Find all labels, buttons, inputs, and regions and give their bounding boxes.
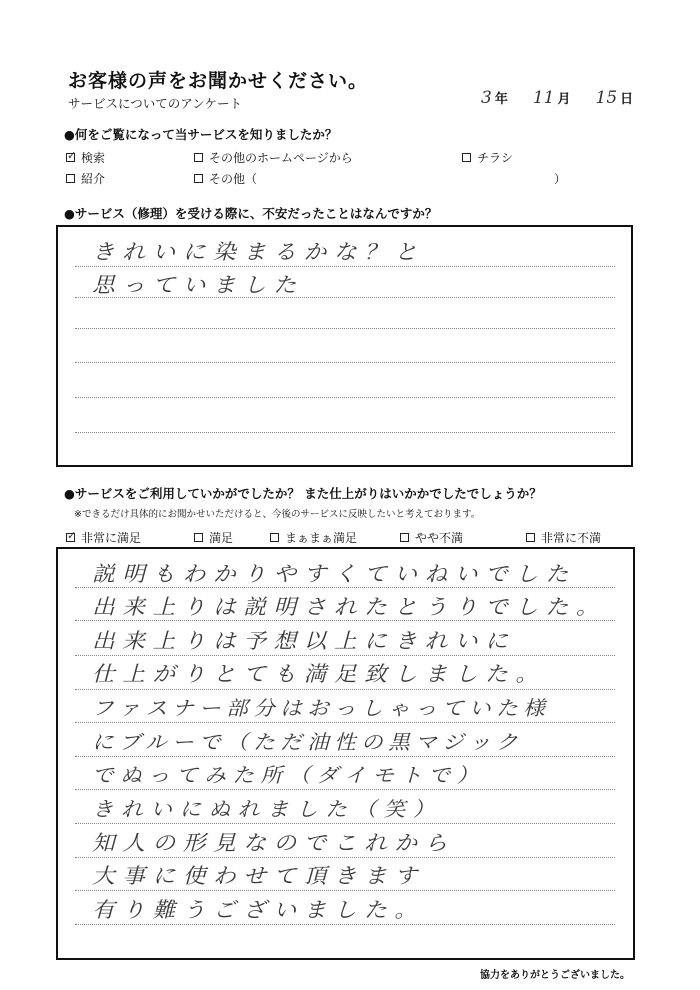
- ruled-line: [75, 890, 615, 891]
- ruled-line: [75, 789, 615, 790]
- checkbox-icon[interactable]: [462, 153, 471, 162]
- q1-option-label: チラシ: [477, 151, 514, 165]
- q3-option-label: まぁまぁ満足: [285, 531, 358, 545]
- q3-handwritten-line: 大事に使わせて頂きます: [92, 864, 425, 888]
- ruled-line: [75, 655, 615, 656]
- checkbox-icon[interactable]: [194, 174, 203, 183]
- ruled-line: [75, 756, 615, 757]
- q3-option-very-dissatisfied[interactable]: [526, 529, 601, 546]
- q3-option-somewhat-dissatisfied[interactable]: [400, 529, 463, 546]
- q3-handwritten-line: ファスナー部分はおっしゃっていた様: [92, 696, 551, 720]
- q3-handwritten-line: 出来上りは説明されたとうりでした。: [92, 595, 607, 619]
- date-day-value: 15: [595, 88, 618, 108]
- checkbox-icon[interactable]: [66, 533, 75, 542]
- q2-handwritten-line: 思っていました: [92, 273, 304, 297]
- question-3-heading: ●サービスをご利用していかがでしたか？ また仕上がりはいかかでしたでしょうか？: [64, 486, 542, 501]
- ruled-line: [75, 823, 615, 824]
- ruled-line: [75, 857, 615, 858]
- q3-handwritten-line: にブルーで（ただ油性の黒マジック: [92, 730, 524, 754]
- checkbox-icon[interactable]: [194, 153, 203, 162]
- ruled-line: [75, 266, 615, 267]
- page-title: お客様の声をお聞かせください。: [68, 70, 369, 92]
- q1-option-flyer[interactable]: [462, 149, 513, 166]
- q3-handwritten-line: 有り難うございました。: [92, 898, 425, 922]
- q3-handwritten-line: でぬってみた所（ダイモトで）: [92, 763, 485, 787]
- ruled-line: [75, 397, 615, 398]
- ruled-line: [75, 328, 615, 329]
- q3-option-label: やや不満: [415, 531, 464, 545]
- checkbox-icon[interactable]: [400, 533, 409, 542]
- q3-handwritten-line: 出来上りは予想以上にきれいに: [92, 629, 516, 653]
- q2-handwritten-line: きれいに染まるかな？と: [92, 240, 425, 264]
- q3-option-somewhat-satisfied[interactable]: [270, 529, 357, 546]
- footer-thanks: 協力をありがとうございました。: [480, 970, 630, 981]
- q3-option-label: 非常に満足: [81, 531, 142, 545]
- checkbox-icon[interactable]: [270, 533, 279, 542]
- q1-option-referral[interactable]: [66, 170, 105, 187]
- q1-option-search[interactable]: [66, 149, 105, 166]
- q1-option-label: その他のホームページから: [209, 151, 353, 165]
- date-month-unit: 月: [557, 92, 571, 107]
- checkbox-icon[interactable]: [194, 533, 203, 542]
- q3-handwritten-line: きれいにぬれました（笑）: [92, 797, 442, 821]
- checkbox-icon[interactable]: [526, 533, 535, 542]
- date-year-value: 3: [481, 88, 492, 108]
- q1-option-label: その他（: [209, 172, 258, 186]
- q3-option-very-satisfied[interactable]: [66, 529, 141, 546]
- checkbox-icon[interactable]: [66, 174, 75, 183]
- q1-option-other-website[interactable]: [194, 149, 353, 166]
- date-year-unit: 年: [494, 92, 508, 107]
- q3-handwritten-line: 知人の形見なのでこれから: [92, 831, 455, 855]
- ruled-line: [75, 362, 615, 363]
- q3-handwritten-line: 仕上がりとても満足致しました。: [92, 662, 546, 686]
- q1-option-label: 紹介: [81, 172, 106, 186]
- checkbox-icon[interactable]: [66, 153, 75, 162]
- q3-option-label: 非常に不満: [541, 531, 602, 545]
- ruled-line: [75, 924, 615, 925]
- ruled-line: [75, 689, 615, 690]
- q1-option-other[interactable]: [194, 170, 257, 187]
- q1-other-close-paren: ）: [554, 172, 567, 186]
- q3-handwritten-line: 説明もわかりやすくていねいでした: [92, 562, 576, 586]
- date-field: [478, 88, 633, 108]
- q1-option-label: 検索: [81, 151, 106, 165]
- date-month-value: 11: [532, 88, 555, 108]
- question-3-note: ※できるだけ具体的にお聞かせいただけると、今後のサービスに反映したいと考えております。: [74, 509, 481, 520]
- question-2-heading: ●サービス（修理）を受ける際に、不安だったことはなんですか？: [64, 206, 438, 221]
- q3-option-label: 満足: [209, 531, 234, 545]
- date-day-unit: 日: [620, 92, 634, 107]
- ruled-line: [75, 722, 615, 723]
- ruled-line: [75, 432, 615, 433]
- q3-option-satisfied[interactable]: [194, 529, 233, 546]
- question-1-heading: ●何をご覧になって当サービスを知りましたか？: [64, 127, 338, 142]
- page-subtitle: サービスについてのアンケート: [68, 96, 243, 111]
